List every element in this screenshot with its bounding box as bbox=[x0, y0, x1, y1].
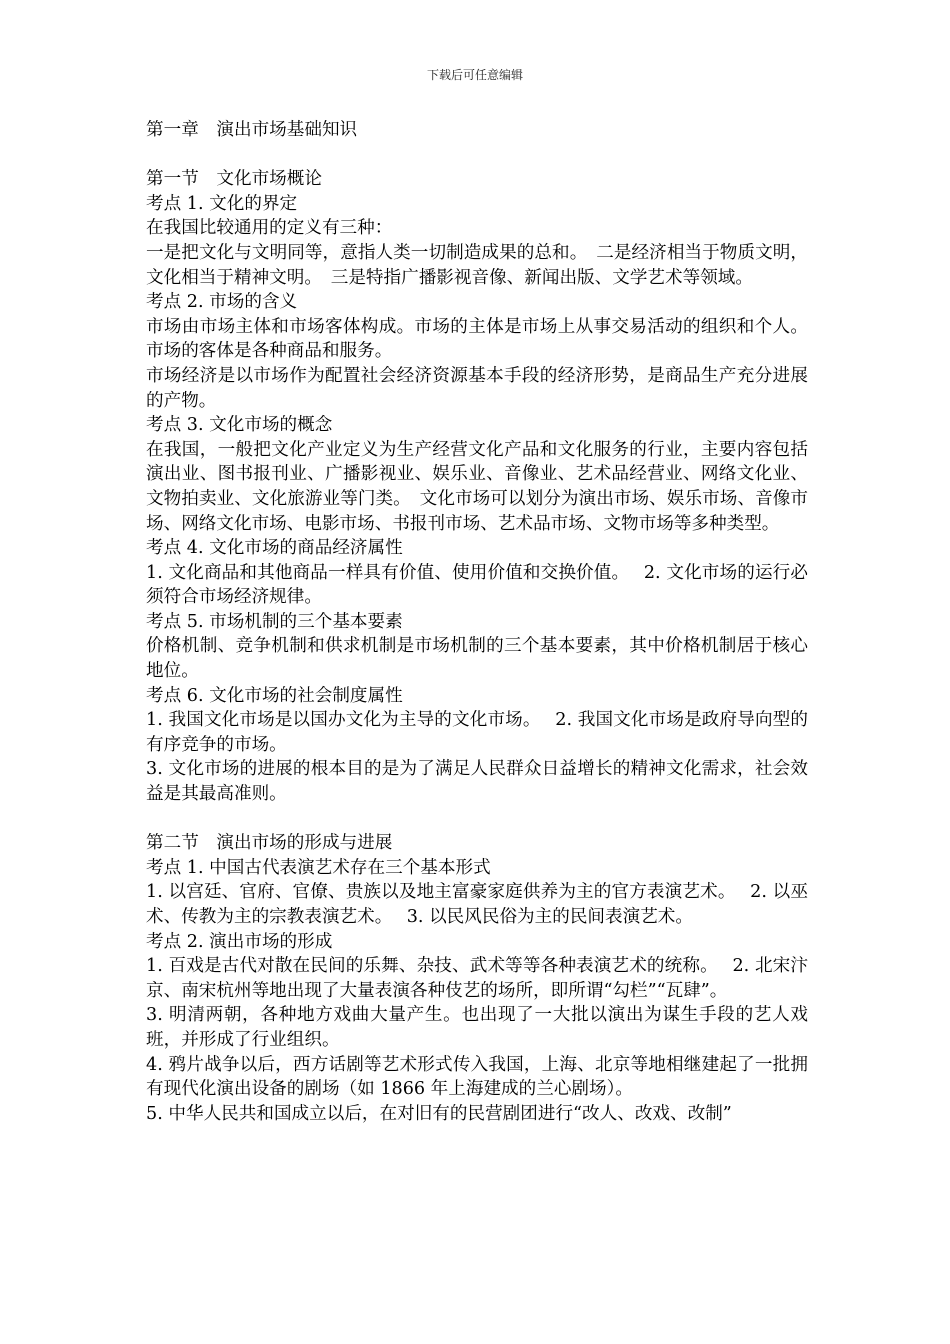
section-title: 第二节 演出市场的形成与进展 bbox=[146, 833, 393, 854]
heading-kaodian: 考点 4. 文化市场的商品经济属性 bbox=[146, 538, 403, 559]
paragraph: 5. 中华人民共和国成立以后，在对旧有的民营剧团进行“改人、改戏、改制” bbox=[146, 1103, 732, 1124]
paragraph: 价格机制、竞争机制和供求机制是市场机制的三个基本要素，其中价格机制居于核心地位。 bbox=[146, 636, 808, 682]
paragraph: 1. 文化商品和其他商品一样具有价值、使用价值和交换价值。 2. 文化市场的运行必须符合市场经济规律。 bbox=[146, 562, 808, 608]
heading-kaodian: 考点 2. 演出市场的形成 bbox=[146, 931, 333, 952]
paragraph: 1. 百戏是古代对散在民间的乐舞、杂技、武术等等各种表演艺术的统称。 2. 北宋汴京、南宋杭州等地出现了大量表演各种伎艺的场所，即所谓“勾栏”“瓦肆”。 bbox=[146, 956, 808, 1001]
heading-kaodian: 考点 3. 文化市场的概念 bbox=[146, 415, 333, 436]
heading-kaodian: 考点 1. 文化的界定 bbox=[146, 193, 298, 214]
paragraph: 在我国比较通用的定义有三种： bbox=[146, 218, 393, 239]
paragraph: 在我国，一般把文化产业定义为生产经营文化产品和文化服务的行业，主要内容包括演出业、图书报刊业、广播影视业、娱乐业、音像业、艺术品经营业、网络文化业、文物拍卖业、文化旅游业等门类。 文化市场可以划分为演出市场、娱乐市场、音像市场、网络文化市场、电影市场、书报刊市场、艺术品市场、文物市场等多种类型。 bbox=[146, 439, 808, 534]
document-body bbox=[146, 118, 808, 1126]
paragraph: 3. 明清两朝，各种地方戏曲大量产生。也出现了一大批以演出为谋生手段的艺人戏班，并形成了行业组织。 bbox=[146, 1005, 808, 1050]
paragraph: 一是把文化与文明同等，意指人类一切制造成果的总和。 二是经济相当于物质文明，文化相当于精神文明。 三是特指广播影视音像、新闻出版、文学艺术等领域。 bbox=[146, 242, 808, 288]
paragraph: 4. 鸦片战争以后，西方话剧等艺术形式传入我国，上海、北京等地相继建起了一批拥有现代化演出设备的剧场（如 1866 年上海建成的兰心剧场）。 bbox=[146, 1054, 808, 1100]
heading-kaodian: 考点 5. 市场机制的三个基本要素 bbox=[146, 611, 403, 632]
paragraph: 1. 以宫廷、官府、官僚、贵族以及地主富豪家庭供养为主的官方表演艺术。 2. 以巫术、传教为主的宗教表演艺术。 3. 以民风民俗为主的民间表演艺术。 bbox=[146, 882, 808, 927]
paragraph: 3. 文化市场的进展的根本目的是为了满足人民群众日益增长的精神文化需求，社会效益是其最高准则。 bbox=[146, 759, 808, 805]
chapter-title: 第一章 演出市场基础知识 bbox=[146, 120, 358, 140]
section-spacer bbox=[146, 807, 808, 832]
paragraph: 市场由市场主体和市场客体构成。市场的主体是市场上从事交易活动的组织和个人。市场的客体是各种商品和服务。 bbox=[146, 316, 808, 362]
heading-kaodian: 考点 6. 文化市场的社会制度属性 bbox=[146, 685, 403, 706]
heading-kaodian: 考点 1. 中国古代表演艺术存在三个基本形式 bbox=[146, 857, 491, 878]
page-header-note: 下载后可任意编辑 bbox=[426, 68, 523, 82]
section-title: 第一节 文化市场概论 bbox=[146, 169, 322, 190]
heading-kaodian: 考点 2. 市场的含义 bbox=[146, 292, 298, 313]
paragraph: 市场经济是以市场作为配置社会经济资源基本手段的经济形势，是商品生产充分进展的产物。 bbox=[146, 365, 808, 411]
paragraph: 1. 我国文化市场是以国办文化为主导的文化市场。 2. 我国文化市场是政府导向型的有序竞争的市场。 bbox=[146, 710, 808, 755]
